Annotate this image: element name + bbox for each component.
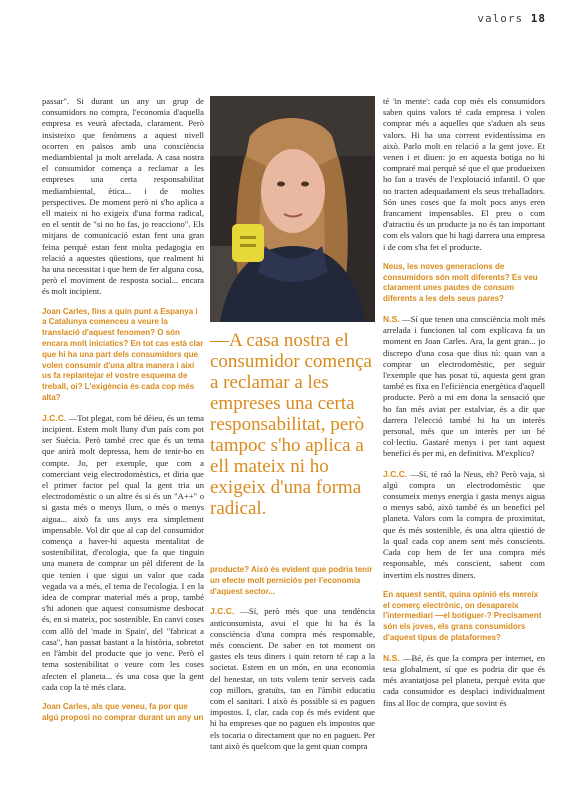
interview-question: producte? Això és evident que podria tenir un efecte molt perniciós per l'economia d'aquest sector...: [210, 565, 373, 596]
speaker-initials: J.C.C.: [42, 412, 67, 423]
interviewee-photo: [210, 96, 375, 322]
speaker-initials: J.C.C.: [383, 468, 408, 479]
text-column-left: [42, 96, 204, 733]
interview-answer: [210, 606, 375, 752]
page-header: [477, 12, 546, 25]
answer-text: —Bé, és que la compra per internet, en tesa globalment, sí que es podria dir que és més avantatjosa pel planeta, perquè evita que cada consumidor es desplaci individualment fins al lloc de compra, que sovint és: [383, 652, 545, 708]
text-column-right: [383, 96, 545, 718]
text-column-middle: [210, 565, 375, 761]
speaker-initials: N.S.: [383, 314, 400, 325]
interview-answer: [383, 469, 545, 581]
interview-question: Joan Carles, fins a quin punt a Espanya i a Catalunya comenceu a veure la translació d'aquest fenomen? O són encara molt inicíatics? En tot cas està clar que hi ha una part dels consumidors que volen consumir d'una altra manera i així us fa replantejar el vostre esquema de treball, oi? L'exigència és cada cop més alta?: [42, 306, 204, 403]
speaker-initials: J.C.C.: [210, 606, 235, 617]
interview-question: Neus, les noves generacions de consumidors són molt diferents? Es veu clarament unes pautes de consum diferents a les dels seus pares?: [383, 261, 538, 304]
body-paragraph: té 'in mente': cada cop més els consumidors saben quins valors té cada empresa i volen comprar més a aquelles que s'aduen als seus valors. Hi ha una corrent evidentíssima en això. Parlo molt en relació a la gent jove. Et venen i et diuen: jo en aquesta botiga no hi compraré mai perquè sé que el que produeixen ho fan a través de l'explotació infantil. O que no tracten adequadament els seus treballadors. Són unes coses que fa molt pocs anys eren francament impensables. El preu o com d'atractiu és un producte ja no és tan important com els valors que hi hagi darrera una empresa i de com s'ha fet el producte.: [383, 96, 545, 252]
page-number: 18: [530, 12, 546, 25]
interview-question: Joan Carles, als que veneu, fa por que algú proposi no comprar durant un any un: [42, 701, 204, 722]
pull-quote: —A casa nostra el consumidor comença a reclamar a les empreses una certa responsabilitat, però tampoc s'ho aplica a ell mateix ni ho exigeix d'una forma radical.: [210, 330, 372, 519]
speaker-initials: N.S.: [383, 652, 400, 663]
interview-answer: [383, 314, 545, 460]
answer-text: —Sí, però més que una tendència anticonsumista, avui el que hi ha és la consciència d'una compra més responsable, més conscient. De saber en tot moment on gastes els teus diners i quin retorn té cap a la societat. Estem en un món, en una economia del benestar, on tots volem tenir serveis cada cop millors, gratuïts, tan en l'àmbit educatiu com el sanitari. I això és possible si es paguen impostos. I, clar, cada cop és més evident que hi ha empreses que no paguen els impostos que els tocaria o directament que no en paguen. Per tant això és quelcom que la gent quan compra: [210, 606, 375, 751]
interview-answer: [42, 413, 204, 693]
body-paragraph: passar". Si durant un any un grup de consumidors no compra, l'economia d'aquella empresa es veurà afectada, clarament. Però insisteixo que fenòmens a aquest nivell ocorren en països amb una consciència mediambiental ja molt arrelada. A casa nostra el consumidor comença a reclamar a les empreses una certa responsabilitat mediambiental, ètica... i de moltes perspectives. De moment però ni s'ho aplica a ell mateix ni ho exigeix d'una forma radical, en el sentit de "si no ho fas, jo reacciono". Els mitjans de comunicació estan fent una gran feina perquè estan fent molta pedagogia en relació a aquestes qüestions, que realment hi ha una necessitat i que hem de fer alguna cosa, però el moviment de resposta social... encara és molt incipient.: [42, 96, 204, 297]
interview-answer: [383, 653, 545, 709]
interview-question: En aquest sentit, quina opinió els mereix el comerç electrònic, on desapareix l'intermediari —el botiguer-? Precisament són els joves, els grans consumidors d'aquest tipus de plataformes?: [383, 589, 542, 642]
section-name: valors: [477, 12, 524, 25]
answer-text: —Tot plegat, com bé dèieu, és un tema incipient. Estem molt lluny d'un país com pot ser Suècia. Però també crec que és un tema que anirà molt depressa, hem de tenir-ho en compte. Jo, per exemple, que com a comerciant veig electrodomèstics, et diria que el primer factor pel qual la gent tria un electrodomèstic o un altre és si és un "A++" o si gasta més o menys llum, o més o menys aigua... això fa uns anys era simplement impensable. Vol dir que al cap del consumidor comença a haver-hi aquesta mentalitat de sostenibilitat, d'ecologia, que fa que tinguin una manera de comprar un pèl diferent de la que tenien i que sigui un valor que cada vegada va a més, el tema de l'ecologia. I en la idea de comprar material més a prop, també s'hi adonen que aquest consumisme desbocat és, en si mateix, poc sostenible. En canvi coses com allò del 'made in Spain', del "fabricat a casa", han passat bastant a la història, sobretot en l'àmbit del producte que jo venc. Però el tema sostenibilitat o veure com les coses afecten el planeta... és una cosa que la gent cada cop la té més clara.: [42, 412, 204, 692]
answer-text: —Sí, té raó la Neus, eh? Però vaja, si algú compra un electrodomèstic que consumeix menys energia i gasta menys aigua o menys sabó, això també és un benefici pel planeta. Valors com la compra de proximitat, que és més sostenible, és una altra qüestió de la qual cada cop anem sent més conscients. Cada cop hem de fer una compra més responsable, més conscient, sabent com invertim els nostres diners.: [383, 468, 545, 580]
answer-text: —Sí que tenen una consciència molt més arrelada i funcionen tal com explicava fa un moment en Joan Carles. Ara, la gent gran... jo discrepo d'una cosa que dius tú: quan van a comprar un electrodomèstic, per seguir l'exemple que has posat tú, aquesta gent gran també es fixa en l'eficiència energètica d'aquell producte. Però a mi em dona la sensació que ho fan més aviat per estalviar, és a dir que darrera l'elecció també hi ha un interès personal, més que un interès per un bé col·lectiu. Gastaré menys i per tant aquest benefici és per mi, en definitiva. M'explico?: [383, 314, 545, 459]
